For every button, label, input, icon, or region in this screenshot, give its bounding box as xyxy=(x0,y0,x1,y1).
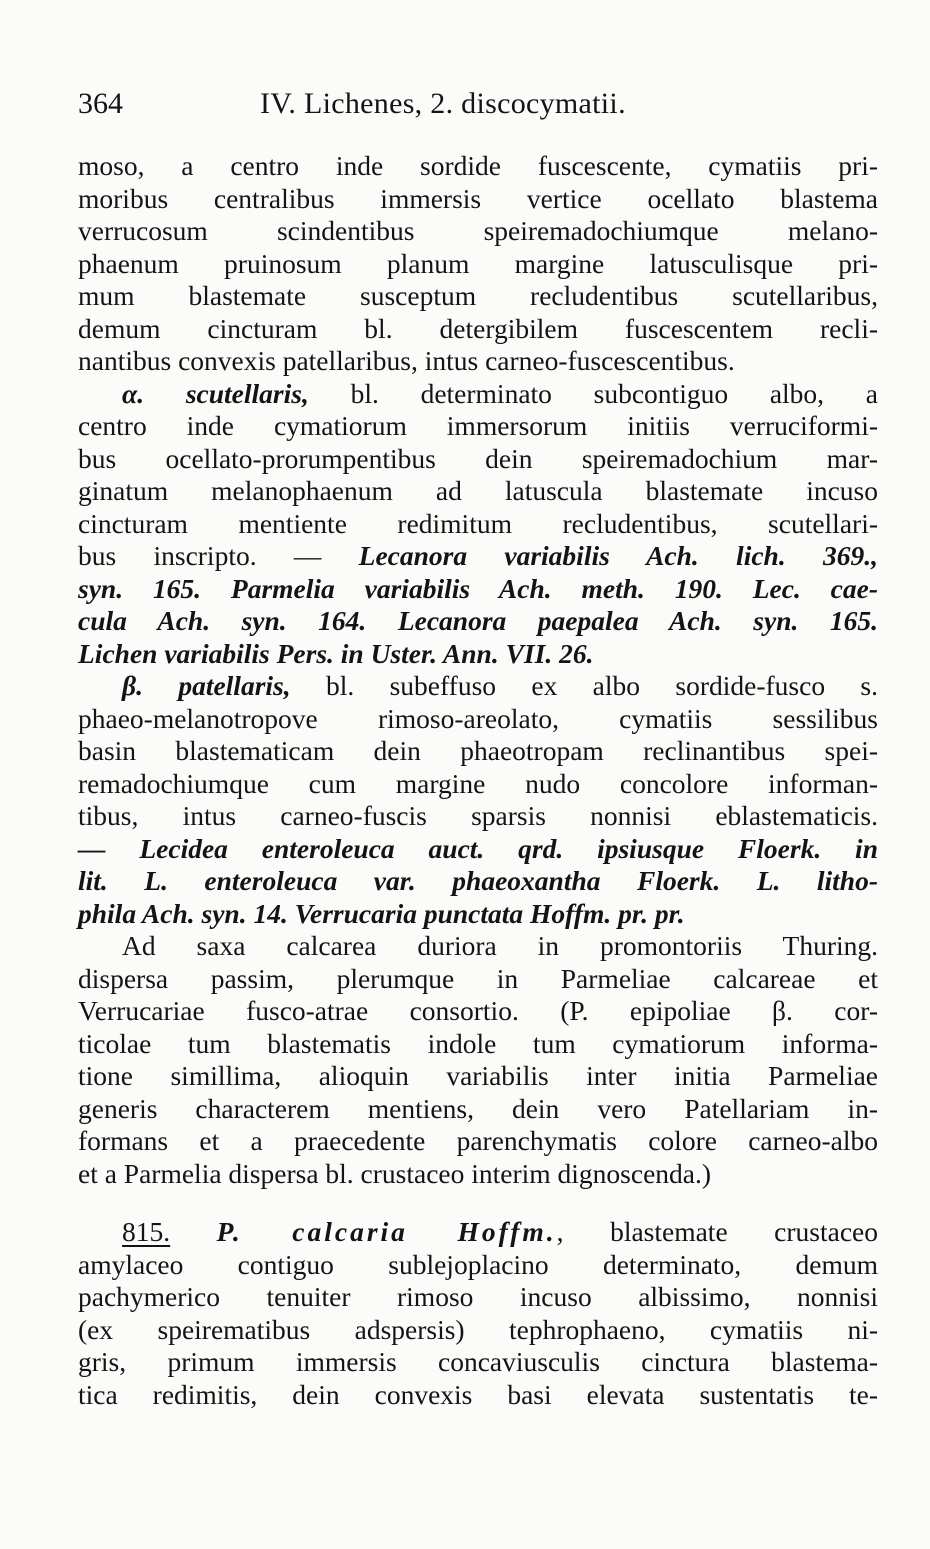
species-name: P. calcaria Hoffm. xyxy=(216,1216,557,1247)
text-line xyxy=(78,638,878,671)
text-line: basin blastematicam dein phaeotropam reclinantibus spei- xyxy=(78,735,878,766)
synonym-citation: — Lecidea enteroleuca auct. qrd. ipsiusque Floerk. in xyxy=(78,832,878,864)
variety-label: β. patellaris, xyxy=(122,670,291,701)
synonym-citation: phila Ach. syn. 14. Verrucaria punctata Hoffm. pr. pr. xyxy=(78,897,685,929)
text-line xyxy=(78,865,878,898)
paragraph-species-815 xyxy=(78,1216,878,1411)
species-number: 815. xyxy=(122,1216,171,1247)
text-line: formans et a praecedente parenchymatis colore carneo-albo xyxy=(78,1125,878,1156)
synonym-citation: syn. 165. Parmelia variabilis Ach. meth. 190. Lec. cae- xyxy=(78,572,878,604)
paragraph-gap xyxy=(78,1190,878,1216)
text-line: generis characterem mentiens, dein vero Patellariam in- xyxy=(78,1092,878,1124)
species-text: , blastemate crustaceo xyxy=(556,1216,878,1247)
text-line: (ex speirematibus adspersis) tephrophaeno, cymatiis ni- xyxy=(78,1313,878,1345)
paragraph-description xyxy=(78,150,878,378)
text-line: Ad saxa calcarea duriora in promontoriis Thuring. xyxy=(122,930,878,961)
text-line: tione simillima, alioquin variabilis inter initia Parmeliae xyxy=(78,1060,878,1091)
text-line: demum cincturam bl. detergibilem fuscescentem recli- xyxy=(78,312,878,344)
variety-label: α. scutellaris, xyxy=(122,377,309,409)
text-line: bus ocellato-prorumpentibus dein speiremadochium mar- xyxy=(78,442,878,474)
paragraph-variety-alpha xyxy=(78,378,878,671)
running-header xyxy=(78,84,878,124)
page-body xyxy=(78,150,878,1411)
text-line xyxy=(78,670,878,703)
text-line: tica redimitis, dein convexis basi elevata sustentatis te- xyxy=(78,1378,878,1410)
page-number: 364 xyxy=(78,87,123,120)
text-line: nantibus convexis patellaribus, intus carneo-fuscescentibus. xyxy=(78,345,735,376)
synonym-citation: lit. L. enteroleuca var. phaeoxantha Floerk. L. litho- xyxy=(78,865,878,896)
text-line: moso, a centro inde sordide fuscescente, cymatiis pri- xyxy=(78,150,878,181)
variety-text: bl. determinato subcontiguo albo, a xyxy=(308,377,878,409)
synonym-citation: Lecanora variabilis Ach. lich. 369., xyxy=(358,540,878,571)
text-line: verrucosum scindentibus speiremadochiumque melano- xyxy=(78,215,878,246)
text-line: ginatum melanophaenum ad latuscula blastemate incuso xyxy=(78,475,878,506)
text-line: mum blastemate susceptum recludentibus scutellaribus, xyxy=(78,280,878,311)
variety-text: bl. subeffuso ex albo sordide-fusco s. xyxy=(290,670,878,701)
text-line xyxy=(78,605,878,638)
text-line xyxy=(78,898,878,931)
paragraph-variety-beta xyxy=(78,670,878,930)
running-title: IV. Lichenes, 2. discocymatii. xyxy=(260,87,626,120)
text-line: phaenum pruinosum planum margine latusculisque pri- xyxy=(78,247,878,279)
text-line: tibus, intus carneo-fuscis sparsis nonnisi eblastematicis. xyxy=(78,800,878,831)
text-line xyxy=(78,833,878,866)
text-line: et a Parmelia dispersa bl. crustaceo interim dignoscenda.) xyxy=(78,1157,712,1189)
text-line xyxy=(78,573,878,606)
text-line: centro inde cymatiorum immersorum initiis verruciformi- xyxy=(78,410,878,441)
text-plain: bus inscripto. — xyxy=(78,540,359,571)
text-line: amylaceo contiguo sublejoplacino determinato, demum xyxy=(78,1248,878,1280)
text-line xyxy=(78,1216,878,1249)
text-line: pachymerico tenuiter rimoso incuso albissimo, nonnisi xyxy=(78,1281,878,1312)
text-line xyxy=(78,378,878,411)
synonym-citation: Lichen variabilis Pers. in Uster. Ann. VII. 26. xyxy=(78,637,594,669)
text-line: ticolae tum blastematis indole tum cymatiorum informa- xyxy=(78,1027,878,1059)
text-line: Verrucariae fusco-atrae consortio. (P. epipoliae β. cor- xyxy=(78,995,878,1026)
text-line xyxy=(78,540,878,573)
synonym-citation: cula Ach. syn. 164. Lecanora paepalea Ach. syn. 165. xyxy=(78,605,878,636)
text-line: dispersa passim, plerumque in Parmeliae calcareae et xyxy=(78,962,878,994)
text-line: remadochiumque cum margine nudo concolore informan- xyxy=(78,767,878,799)
text-line: phaeo-melanotropove rimoso-areolato, cymatiis sessilibus xyxy=(78,702,878,734)
text-line: gris, primum immersis concaviusculis cinctura blastema- xyxy=(78,1346,878,1377)
text-line: moribus centralibus immersis vertice ocellato blastema xyxy=(78,182,878,214)
text-line: cincturam mentiente redimitum recludentibus, scutellari- xyxy=(78,507,878,539)
paragraph-habitat xyxy=(78,930,878,1190)
